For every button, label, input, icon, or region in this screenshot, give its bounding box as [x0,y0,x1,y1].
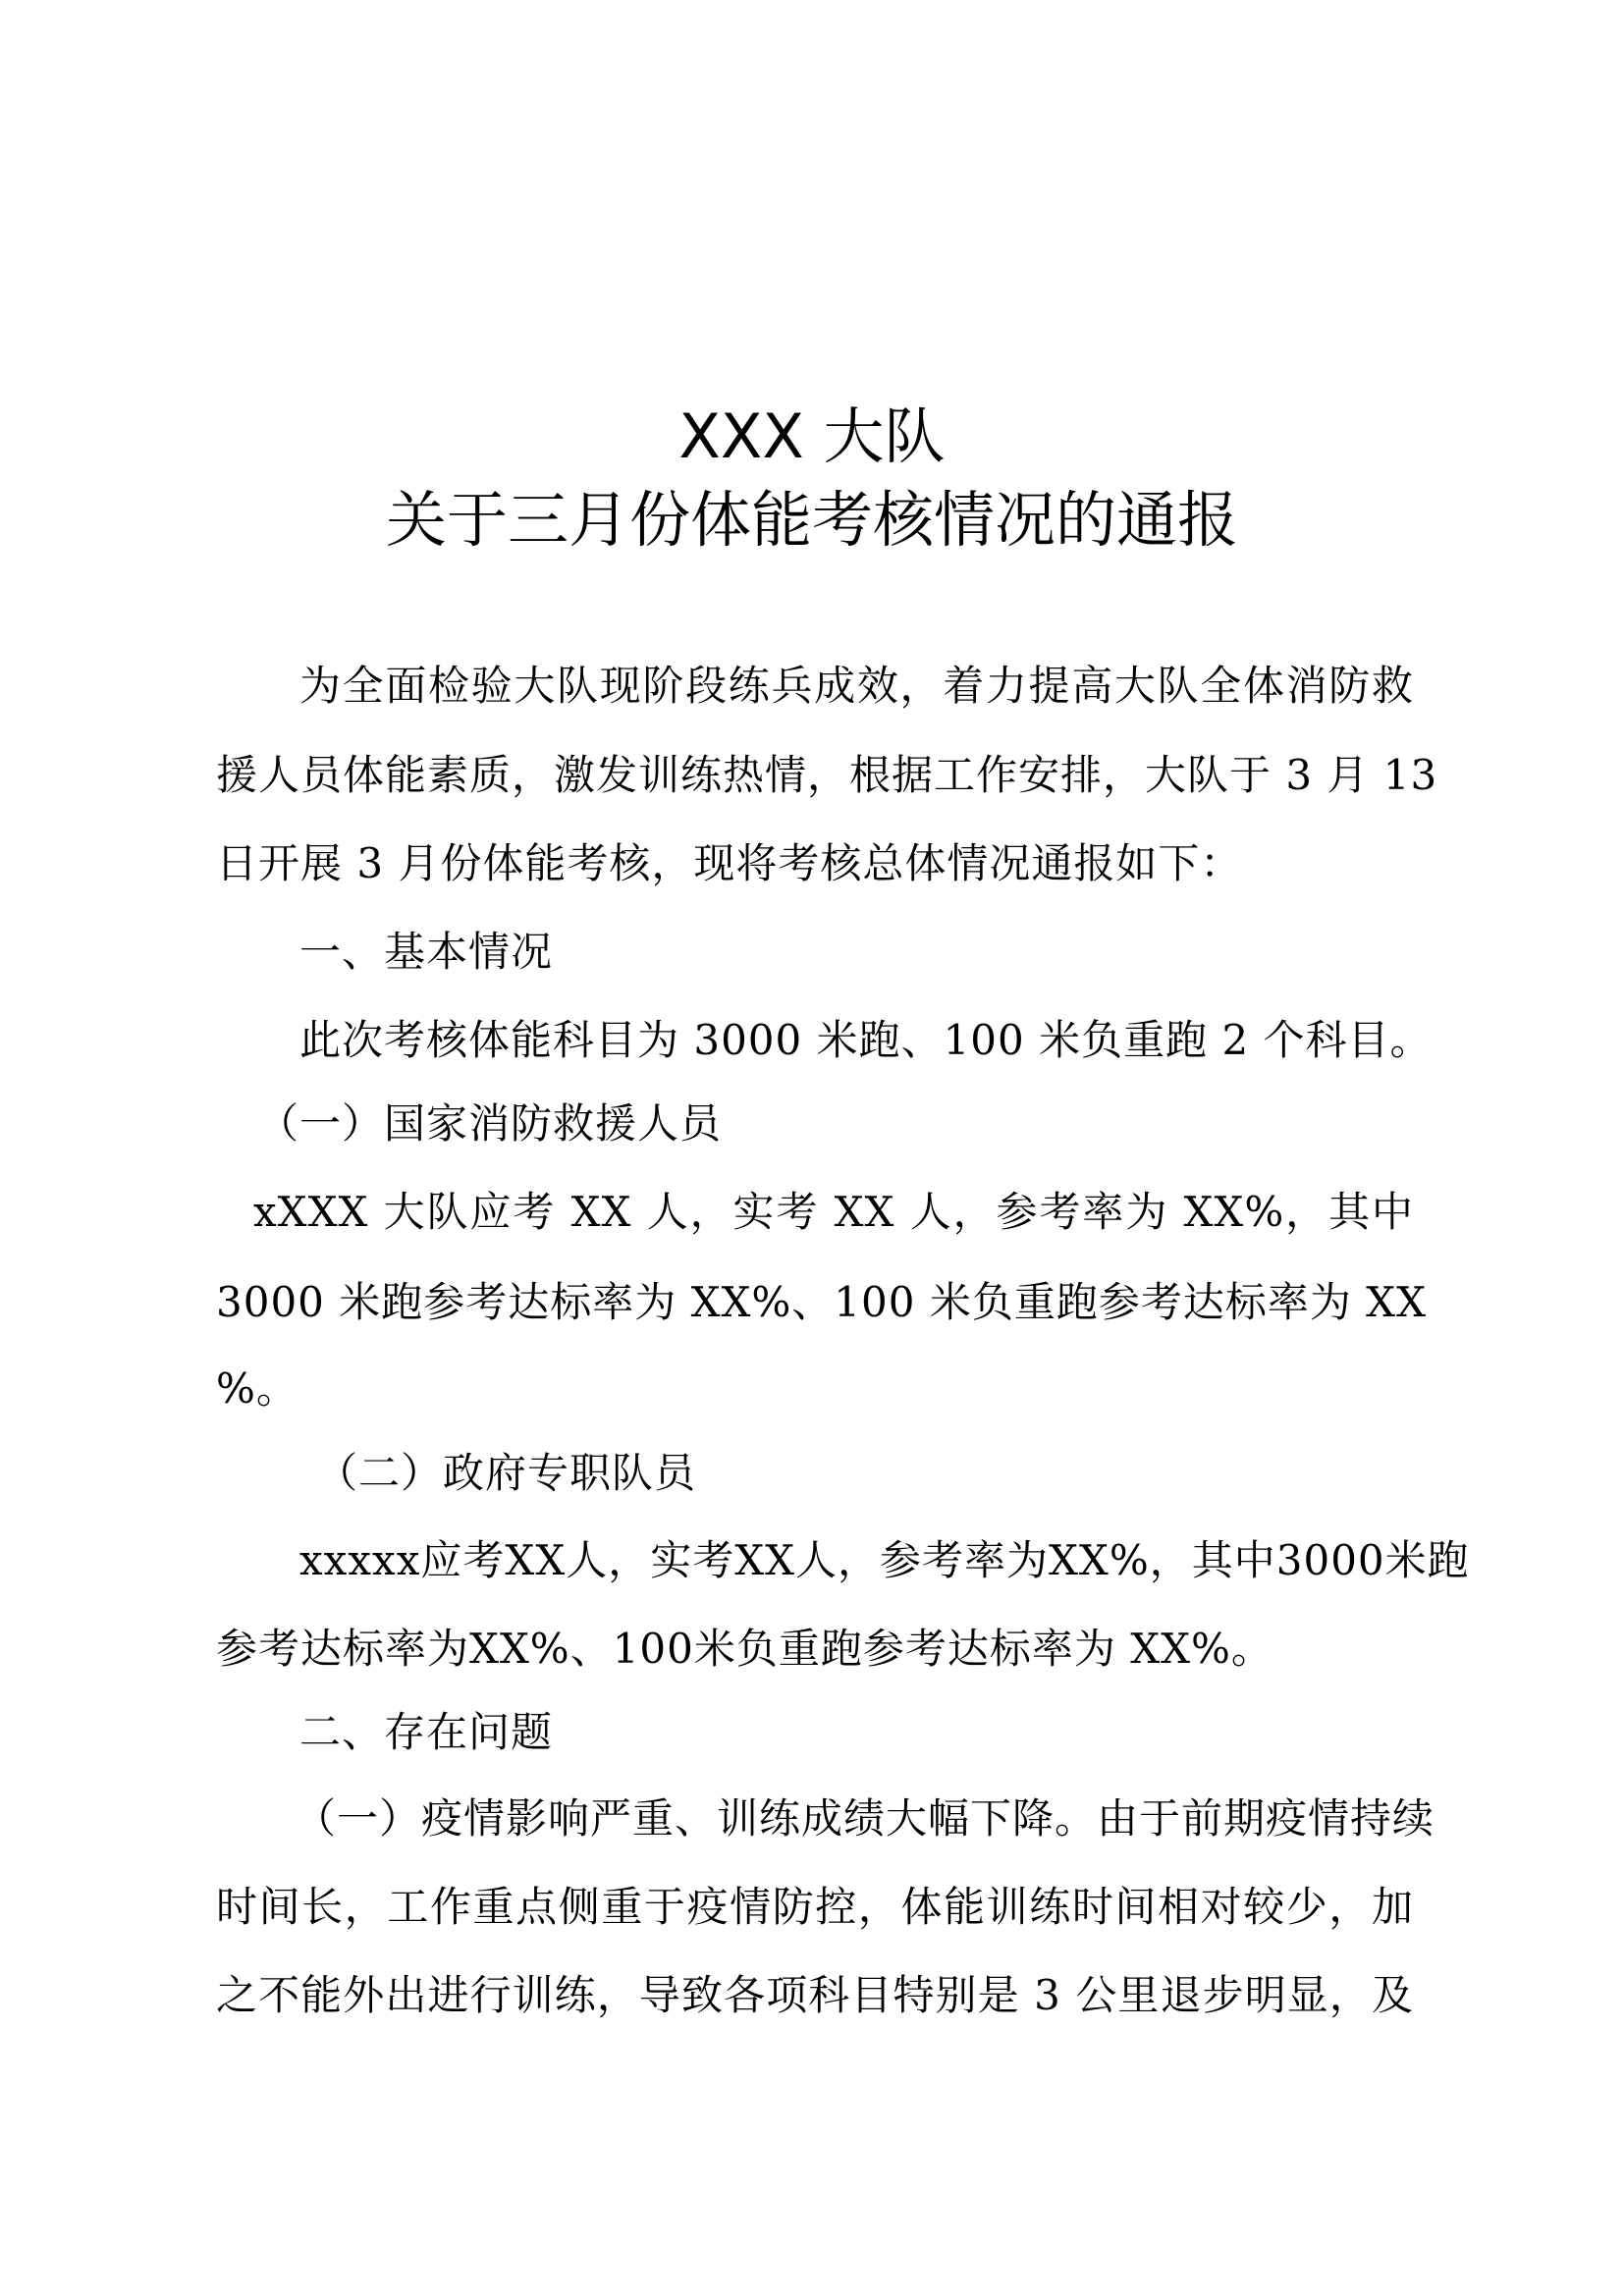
body-line-2: 援人员体能素质，激发训练热情，根据工作安排，大队于 3 月 13 [216,751,1438,799]
body-line-11: xxxxx应考XX人，实考XX人，参考率为XX%，其中3000米跑 [299,1536,1470,1584]
body-line-3: 日开展 3 月份体能考核，现将考核总体情况通报如下： [216,839,1243,887]
body-line-5: 此次考核体能科目为 3000 米跑、100 米负重跑 2 个科目。 [299,1016,1433,1064]
subsection-heading-2: （二）政府专职队员 [316,1449,697,1497]
body-line-9: %。 [216,1364,298,1413]
body-line-8: 3000 米跑参考达标率为 XX%、100 米负重跑参考达标率为 XX [216,1278,1427,1326]
body-line-15: 时间长，工作重点侧重于疫情防控，体能训练时间相对较少，加 [216,1883,1414,1931]
body-line-7: xXXX 大队应考 XX 人，实考 XX 人，参考率为 XX%，其中 [253,1188,1414,1236]
document-title-line-2: 关于三月份体能考核情况的通报 [385,484,1238,556]
body-line-16: 之不能外出进行训练，导致各项科目特别是 3 公里退步明显，及 [216,1971,1414,2019]
document-title-line-1: XXX 大队 [678,400,946,472]
section-heading-1: 一、基本情况 [299,928,554,976]
body-line-1: 为全面检验大队现阶段练兵成效，着力提高大队全体消防救 [299,662,1414,710]
body-line-14: （一）疫情影响严重、训练成绩大幅下降。由于前期疫情持续 [295,1794,1435,1842]
subsection-heading-1: （一）国家消防救援人员 [257,1099,723,1148]
body-line-12: 参考达标率为XX%、100米负重跑参考达标率为 XX%。 [216,1625,1273,1673]
section-heading-2: 二、存在问题 [299,1708,554,1756]
